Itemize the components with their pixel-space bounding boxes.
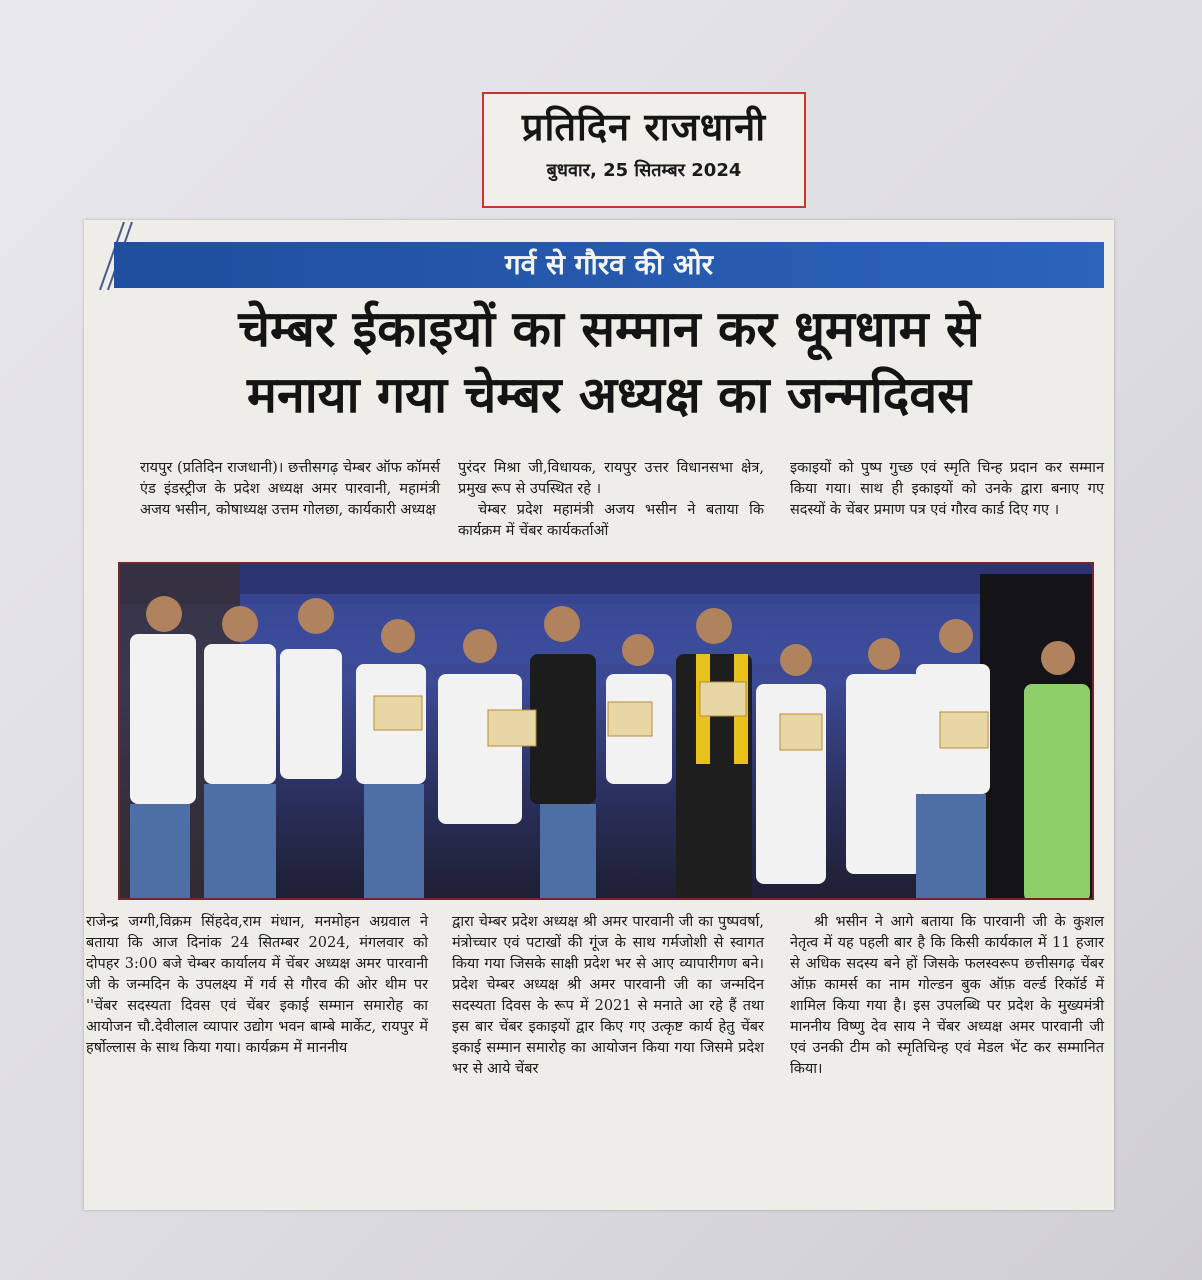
top-column-1	[140, 458, 440, 521]
bottom-column-1	[86, 912, 428, 1059]
top-column-1-text: रायपुर (प्रतिदिन राजधानी)। छत्तीसगढ़ चेम्बर ऑफ कॉमर्स एंड इंडस्ट्रीज के प्रदेश अध्यक्ष अमर पारवानी, महामंत्री अजय भसीन, कोषाध्यक्ष उत्तम गोलछा, कार्यकारी अध्यक्ष	[140, 460, 440, 518]
masthead	[482, 92, 806, 208]
event-photo	[118, 562, 1094, 900]
newspaper-name: प्रतिदिन राजधानी	[521, 105, 767, 149]
top-column-2-para-2: चेम्बर प्रदेश महामंत्री अजय भसीन ने बताया कि कार्यक्रम में चेंबर कार्यकर्ताओं	[458, 502, 764, 539]
group-photo-illustration	[120, 564, 1094, 900]
bottom-column-1-text: राजेन्द्र जग्गी,विक्रम सिंहदेव,राम मंधान, मनमोहन अग्रवाल ने बताया कि आज दिनांक 24 सितम्बर 2024, मंगलवार को दोपहर 3:00 बजे चेम्बर कार्यालय में चेंबर अध्यक्ष अमर पारवानी जी के जन्मदिन के उपलक्ष्य में गर्व से गौरव की ओर थीम पर ''चेंबर सदस्यता दिवस एवं चेंबर इकाई सम्मान समारोह का आयोजन चौ.देवीलाल व्यापार उद्योग भवन बाम्बे मार्केट, रायपुर में हर्षोल्लास के साथ किया गया। कार्यक्रम में माननीय	[86, 914, 428, 1056]
top-column-3-text: इकाइयों को पुष्प गुच्छ एवं स्मृति चिन्ह प्रदान कर सम्मान किया गया। साथ ही इकाइयों को उनके द्वारा बनाए गए सदस्यों के चेंबर प्रमाण पत्र एवं गौरव कार्ड दिए गए ।	[790, 460, 1104, 518]
headline-line-1: चेम्बर ईकाइयों का सम्मान कर धूमधाम से	[238, 300, 980, 358]
bottom-column-2	[452, 912, 764, 1080]
bottom-column-2-text: द्वारा चेम्बर प्रदेश अध्यक्ष श्री अमर पारवानी जी का पुष्पवर्षा, मंत्रोच्चार एवं पटाखों की गूंज के साथ गर्मजोशी से स्वागत किया गया जिसके साक्षी प्रदेश भर से आए व्यापारीगण बने। प्रदेश चेम्बर अध्यक्ष श्री अमर पारवानी जी का जन्मदिन सदस्यता दिवस के रूप में 2021 से मनाते आ रहे हैं तथा इस बार चेंबर इकाइयों द्वार किए गए उत्कृष्ट कार्य हेतु चेंबर इकाई सम्मान समारोह का आयोजन किया गया जिसमे प्रदेश भर से आये चेंबर	[452, 914, 764, 1077]
bottom-column-3	[790, 912, 1104, 1080]
top-column-3	[790, 458, 1104, 521]
headline-line-2: मनाया गया चेम्बर अध्यक्ष का जन्मदिवस	[247, 366, 971, 424]
bottom-column-3-text: श्री भसीन ने आगे बताया कि पारवानी जी के कुशल नेतृत्व में यह पहली बार है कि किसी कार्यकाल में 11 हजार से अधिक सदस्य बने हों जिसके फलस्वरूप छत्तीसगढ़ चेंबर ऑफ़ कामर्स का नाम गोल्डन बुक ऑफ़ वर्ल्ड रिकॉर्ड में शामिल किया गया है। इस उपलब्धि पर प्रदेश के मुख्यमंत्री माननीय विष्णु देव साय ने चेंबर अध्यक्ष अमर पारवानी जी एवं उनकी टीम को स्मृतिचिन्ह एवं मेडल भेंट कर सम्मानित किया।	[790, 914, 1104, 1077]
publication-date: बुधवार, 25 सितम्बर 2024	[546, 160, 742, 181]
top-column-2-para-1: पुरंदर मिश्रा जी,विधायक, रायपुर उत्तर विधानसभा क्षेत्र, प्रमुख रूप से उपस्थित रहे ।	[458, 460, 764, 497]
top-column-2	[458, 458, 764, 542]
kicker-banner: गर्व से गौरव की ओर	[114, 242, 1104, 288]
article-clipping	[84, 220, 1114, 1210]
article-headline	[114, 296, 1104, 428]
